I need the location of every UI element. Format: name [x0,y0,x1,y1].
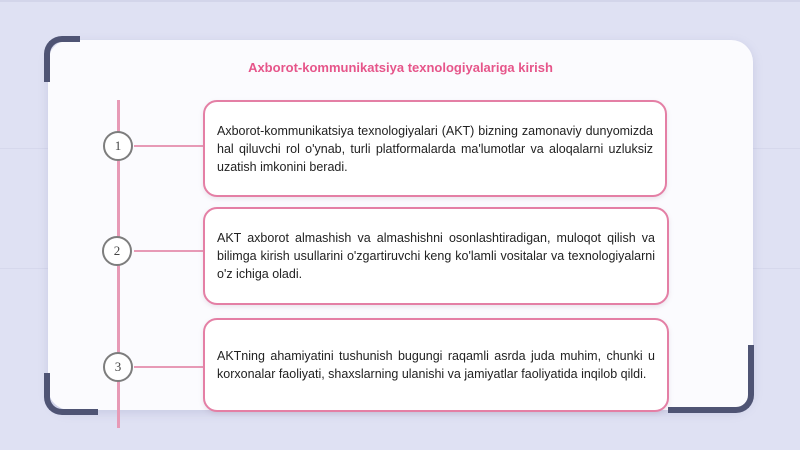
step-marker-1: 1 [103,131,133,161]
step-card-2 [203,207,669,305]
background-stripe [0,0,800,2]
step-text-1: Axborot-kommunikatsiya texnologiyalari (AKT) bizning zamonaviy dunyomizda hal qiluvchi rol o'ynab, turli platformalarda ma'lumotlar va aloqalarni uzluksiz uzatish imkonini beradi. [217,123,653,174]
frame-corner-top-left [44,36,80,82]
timeline-connector [134,366,204,368]
step-card-3 [203,318,669,412]
frame-corner-bottom-right [668,345,754,413]
frame-corner-bottom-left [44,373,98,415]
step-text-2: AKT axborot almashish va almashishni osonlashtiradigan, muloqot qilish va bilimga kirish usullarini o'zgartiruvchi keng ko'lamli vositalar va texnologiyalarni o'z ichiga oladi. [217,231,655,281]
step-marker-3: 3 [103,352,133,382]
step-text-3: AKTning ahamiyatini tushunish bugungi raqamli asrda juda muhim, chunki u korxonalar faoliyati, shaxslarning ulanishi va jamiyatlar faoliyatida inqilob qildi. [217,349,655,381]
slide-title: Axborot-kommunikatsiya texnologiyalariga kirish [248,60,553,75]
step-marker-2: 2 [102,236,132,266]
step-card-1 [203,100,667,197]
timeline-connector [134,145,204,147]
timeline-connector [134,250,204,252]
